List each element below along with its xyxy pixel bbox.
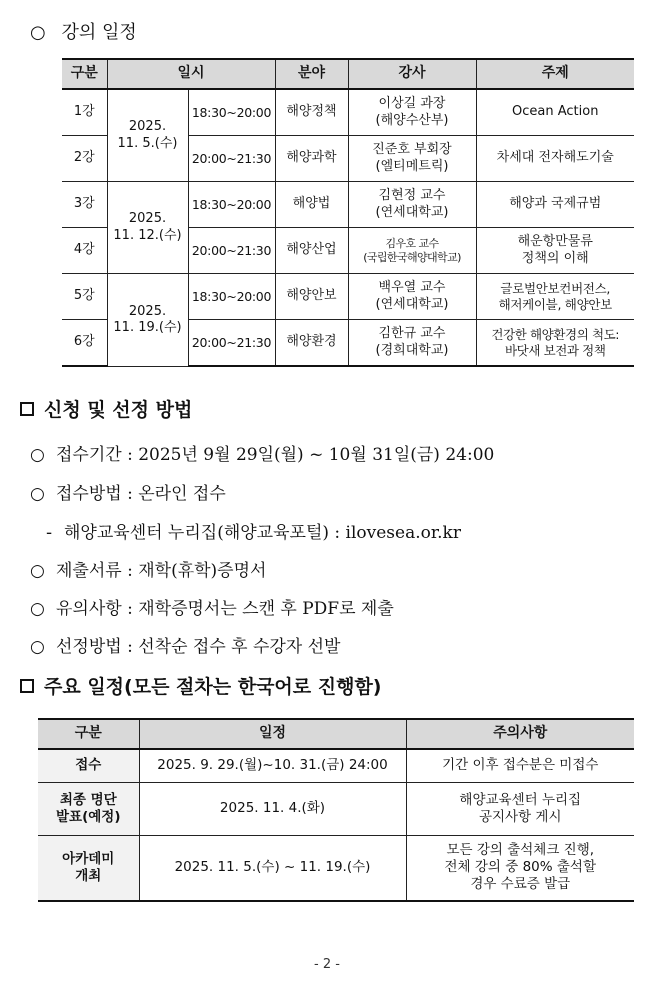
item-text: 해양교육센터 누리집(해양교육포털) : ilovesea.or.kr bbox=[64, 523, 461, 543]
note-cell: 해양교육센터 누리집 공지사항 게시 bbox=[406, 782, 634, 835]
table-row bbox=[62, 274, 634, 320]
lecture-time: 18:30~20:00 bbox=[188, 182, 275, 228]
lecture-field: 해양환경 bbox=[275, 320, 348, 367]
lecturer: 김한규 교수 (경희대학교) bbox=[348, 320, 476, 367]
bullet-mark: ○ bbox=[30, 599, 45, 619]
header-cell: 강사 bbox=[348, 59, 476, 89]
header-cell: 구분 bbox=[62, 59, 107, 89]
lecture-no: 5강 bbox=[62, 274, 107, 320]
lecture-date: 2025. 11. 19.(수) bbox=[107, 274, 188, 367]
dash-mark: - bbox=[46, 523, 53, 543]
table-header-row bbox=[38, 719, 634, 749]
list-item bbox=[30, 632, 340, 657]
lecture-time: 18:30~20:00 bbox=[188, 274, 275, 320]
key-dates-table bbox=[38, 718, 634, 902]
checkbox-square-icon bbox=[20, 402, 34, 416]
schedule-cell: 2025. 11. 5.(수) ~ 11. 19.(수) bbox=[139, 835, 406, 901]
header-cell: 구분 bbox=[38, 719, 139, 749]
lecture-title-text: 강의 일정 bbox=[61, 22, 137, 43]
application-section-title bbox=[20, 395, 192, 422]
lecture-no: 6강 bbox=[62, 320, 107, 367]
lecture-field: 해양정책 bbox=[275, 89, 348, 136]
lecture-field: 해양법 bbox=[275, 182, 348, 228]
lecture-schedule-table bbox=[62, 58, 634, 367]
lecture-time: 18:30~20:00 bbox=[188, 89, 275, 136]
lecture-topic: 해운항만물류 정책의 이해 bbox=[476, 228, 634, 274]
section-title-text: 주요 일정(모든 절차는 한국어로 진행함) bbox=[44, 676, 382, 698]
lecture-date: 2025. 11. 12.(수) bbox=[107, 182, 188, 274]
header-cell: 일시 bbox=[107, 59, 275, 89]
table-row bbox=[62, 89, 634, 136]
note-cell: 모든 강의 출석체크 진행, 전체 강의 중 80% 출석할 경우 수료증 발급 bbox=[406, 835, 634, 901]
header-cell: 주제 bbox=[476, 59, 634, 89]
lecture-date: 2025. 11. 5.(수) bbox=[107, 89, 188, 182]
item-text: 접수방법 : 온라인 접수 bbox=[56, 484, 226, 504]
lecture-time: 20:00~21:30 bbox=[188, 228, 275, 274]
lecturer: 김우호 교수 (국립한국해양대학교) bbox=[348, 228, 476, 274]
row-label: 최종 명단 발표(예정) bbox=[38, 782, 139, 835]
list-item bbox=[46, 518, 461, 543]
bullet-mark: ○ bbox=[30, 484, 45, 504]
lecture-no: 3강 bbox=[62, 182, 107, 228]
lecturer: 이상길 과장 (해양수산부) bbox=[348, 89, 476, 136]
item-text: 선정방법 : 선착순 접수 후 수강자 선발 bbox=[56, 637, 341, 657]
lecture-topic: 건강한 해양환경의 척도: 바닷새 보전과 정책 bbox=[476, 320, 634, 367]
lecture-topic: 차세대 전자해도기술 bbox=[476, 136, 634, 182]
lecture-topic: 해양과 국제규범 bbox=[476, 182, 634, 228]
lecturer: 김현정 교수 (연세대학교) bbox=[348, 182, 476, 228]
item-text: 제출서류 : 재학(휴학)증명서 bbox=[56, 561, 267, 581]
note-cell: 기간 이후 접수분은 미접수 bbox=[406, 749, 634, 782]
lecture-no: 1강 bbox=[62, 89, 107, 136]
bullet-mark: ○ bbox=[30, 637, 45, 657]
lecture-field: 해양안보 bbox=[275, 274, 348, 320]
table-header-row bbox=[62, 59, 634, 89]
lecture-topic: Ocean Action bbox=[476, 89, 634, 136]
bullet-mark: ○ bbox=[30, 445, 45, 465]
lecture-field: 해양과학 bbox=[275, 136, 348, 182]
list-item bbox=[30, 440, 494, 465]
lecture-topic: 글로벌안보컨버전스, 해저케이블, 해양안보 bbox=[476, 274, 634, 320]
bullet-mark: ○ bbox=[30, 22, 46, 43]
list-item bbox=[30, 479, 226, 504]
table-row bbox=[62, 182, 634, 228]
lecture-time: 20:00~21:30 bbox=[188, 320, 275, 367]
item-text: 유의사항 : 재학증명서는 스캔 후 PDF로 제출 bbox=[56, 599, 394, 619]
lecture-no: 2강 bbox=[62, 136, 107, 182]
header-cell: 주의사항 bbox=[406, 719, 634, 749]
section-title-text: 신청 및 선정 방법 bbox=[44, 399, 193, 421]
schedule-cell: 2025. 11. 4.(화) bbox=[139, 782, 406, 835]
table-row bbox=[38, 782, 634, 835]
lecture-time: 20:00~21:30 bbox=[188, 136, 275, 182]
lecture-section-title bbox=[30, 18, 137, 44]
page-number: - 2 - bbox=[314, 957, 340, 972]
lecture-field: 해양산업 bbox=[275, 228, 348, 274]
table-row bbox=[38, 749, 634, 782]
header-cell: 분야 bbox=[275, 59, 348, 89]
key-dates-section-title bbox=[20, 672, 382, 699]
lecture-no: 4강 bbox=[62, 228, 107, 274]
row-label: 접수 bbox=[38, 749, 139, 782]
row-label: 아카데미 개최 bbox=[38, 835, 139, 901]
lecturer: 진준호 부회장 (엘티메트릭) bbox=[348, 136, 476, 182]
item-text: 접수기간 : 2025년 9월 29일(월) ~ 10월 31일(금) 24:00 bbox=[56, 445, 495, 465]
header-cell: 일정 bbox=[139, 719, 406, 749]
lecturer: 백우열 교수 (연세대학교) bbox=[348, 274, 476, 320]
table-row bbox=[38, 835, 634, 901]
bullet-mark: ○ bbox=[30, 561, 45, 581]
checkbox-square-icon bbox=[20, 679, 34, 693]
schedule-cell: 2025. 9. 29.(월)~10. 31.(금) 24:00 bbox=[139, 749, 406, 782]
list-item bbox=[30, 556, 266, 581]
list-item bbox=[30, 594, 394, 619]
